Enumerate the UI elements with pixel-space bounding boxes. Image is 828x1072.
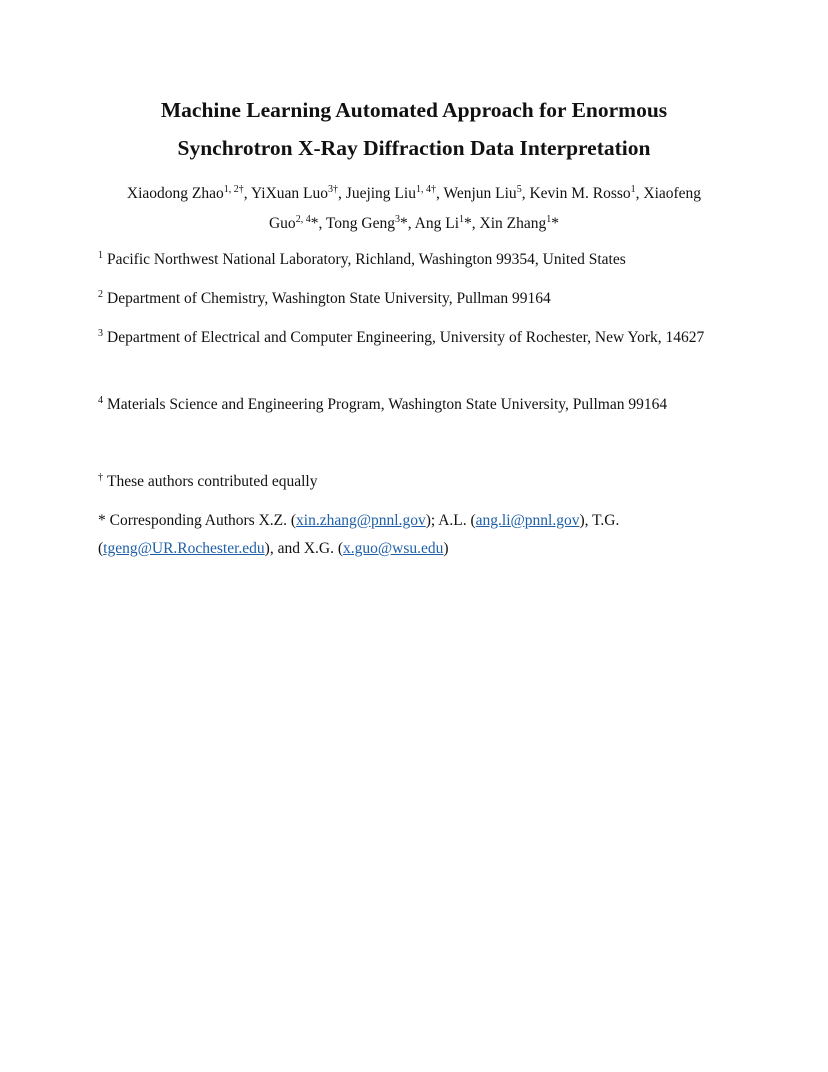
affiliation-text: Pacific Northwest National Laboratory, Richland, Washington 99354, United States [107,251,626,268]
author-separator: * [551,215,559,232]
affiliation-text: Materials Science and Engineering Program, Washington State University, Pullman 99164 [107,396,668,413]
author-separator: *, [400,215,415,232]
author-affiliation-mark: 3 [395,214,401,225]
author-affiliation-mark: 3† [328,184,339,195]
author-line-2 [100,210,728,240]
author-affiliation-mark: 2, 4 [295,214,311,225]
author-name: Xiaodong Zhao [126,185,224,202]
author-name: Guo [268,215,296,232]
affiliation-4 [98,391,738,421]
corresponding-text: ( [98,540,104,557]
author-separator: , [435,185,444,202]
author-name: YiXuan Luo [250,185,329,202]
title-line-2: Synchrotron X-Ray Diffraction Data Interpretation [177,136,651,160]
affiliation-number: 4 [98,395,103,406]
author-affiliation-mark: 1, 4† [415,184,436,195]
author-separator: , [521,185,530,202]
author-separator: , [243,185,251,202]
author-list [100,180,728,240]
title-line-1: Machine Learning Automated Approach for Enormous [160,98,668,122]
equal-contribution-text: These authors contributed equally [107,473,318,490]
paper-title [0,91,828,167]
affiliation-text: Department of Electrical and Computer Engineering, University of Rochester, New York, 14627 [107,329,705,346]
affiliation-1 [98,246,738,276]
corresponding-text: ); A.L. ( [425,512,476,529]
corresponding-text: ), T.G. [579,512,620,529]
affiliation-3 [98,324,738,354]
author-separator: *, [464,215,480,232]
author-line-1 [100,180,728,210]
author-name: Xin Zhang [479,215,547,232]
author-separator: , [635,185,644,202]
author-affiliation-mark: 1 [546,214,552,225]
email-link-xz[interactable]: xin.zhang@pnnl.gov [296,512,426,529]
corresponding-authors-note [98,507,738,563]
author-name: Kevin M. Rosso [529,185,631,202]
author-affiliation-mark: 1, 2† [223,184,244,195]
author-name: Wenjun Liu [443,185,517,202]
author-affiliation-mark: 5 [516,184,522,195]
affiliation-text: Department of Chemistry, Washington State University, Pullman 99164 [107,290,551,307]
affiliation-number: 3 [98,328,103,339]
author-name: Tong Geng [325,215,396,232]
equal-contribution-note [98,468,738,498]
corresponding-text: ) [443,540,449,557]
author-name: Juejing Liu [345,185,416,202]
affiliation-2 [98,285,738,315]
author-affiliation-mark: 1 [459,214,465,225]
author-name: Ang Li [414,215,460,232]
affiliation-number: 2 [98,289,103,300]
email-link-al[interactable]: ang.li@pnnl.gov [475,512,580,529]
dagger-mark: † [98,472,103,483]
author-name: Xiaofeng [643,185,702,202]
author-separator: *, [310,215,326,232]
author-separator: , [338,185,346,202]
email-link-tg[interactable]: tgeng@UR.Rochester.edu [103,540,265,557]
corresponding-prefix: * Corresponding Authors X.Z. ( [98,512,297,529]
affiliation-number: 1 [98,250,103,261]
email-link-xg[interactable]: x.guo@wsu.edu [343,540,444,557]
corresponding-text: ), and X.G. ( [264,540,344,557]
author-affiliation-mark: 1 [630,184,636,195]
